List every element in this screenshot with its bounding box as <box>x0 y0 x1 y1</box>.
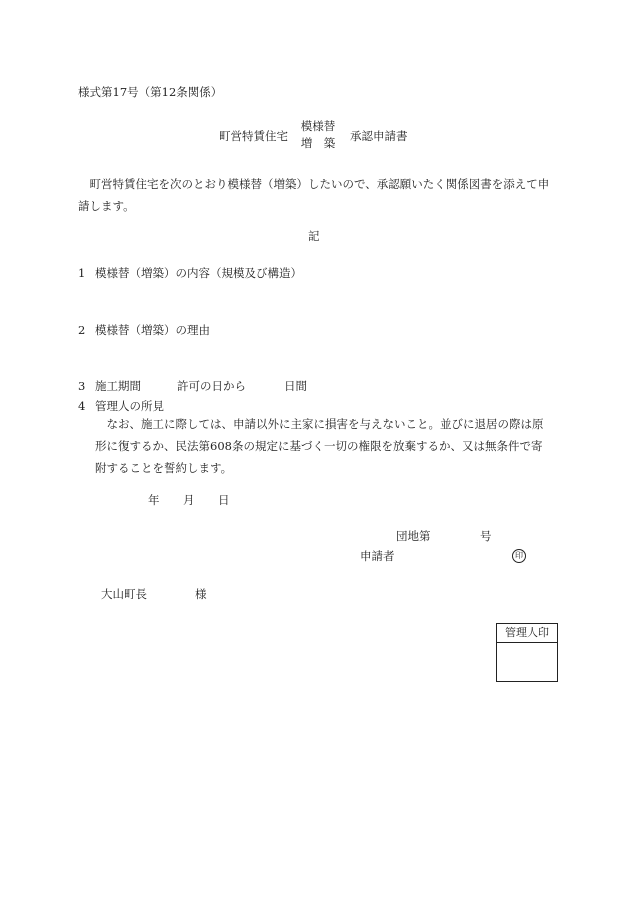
manager-seal-label: 管理人印 <box>497 624 557 643</box>
item-3-days: 日間 <box>284 379 307 393</box>
title-option-remodel: 模様替 <box>300 119 336 133</box>
applicant-label: 申請者 <box>360 549 395 563</box>
item-3-label: 施工期間 <box>95 379 141 393</box>
item-3-number: 3 <box>78 379 86 393</box>
date-month: 月 <box>183 493 195 507</box>
form-number: 様式第17号（第12条関係） <box>78 85 223 99</box>
recipient-name: 大山町長 <box>101 587 147 601</box>
item-1-number: 1 <box>78 266 86 280</box>
title-options <box>296 118 340 152</box>
item-2-number: 2 <box>78 323 86 337</box>
item-4-label: 管理人の所見 <box>95 399 164 413</box>
date-year: 年 <box>148 493 160 507</box>
pledge-paragraph: なお、施工に際しては、申請以外に主家に損害を与えないこと。並びに退居の際は原形に復するか、民法第608条の規定に基づく一切の権限を放棄するか、又は無条件で寄附することを誓約します。 <box>95 417 544 475</box>
manager-seal-box <box>496 623 558 682</box>
date-day: 日 <box>218 493 230 507</box>
item-2-label: 模様替（増築）の理由 <box>95 323 210 337</box>
title-suffix: 承認申請書 <box>350 129 408 143</box>
danchi-label: 団地第 <box>396 529 431 543</box>
recipient-honorific: 様 <box>195 587 207 601</box>
ki-heading: 記 <box>308 229 320 243</box>
title-option-extension: 増 築 <box>300 136 336 150</box>
item-1-label: 模様替（増築）の内容（規模及び構造） <box>95 266 302 280</box>
seal-icon: 印 <box>512 549 526 563</box>
title-prefix: 町営特賃住宅 <box>219 129 288 143</box>
danchi-go: 号 <box>480 529 492 543</box>
item-4-number: 4 <box>78 399 86 413</box>
intro-paragraph: 町営特賃住宅を次のとおり模様替（増築）したいので、承認願いたく関係図書を添えて申請します。 <box>78 177 550 213</box>
manager-seal-area <box>497 643 557 681</box>
item-3-from: 許可の日から <box>177 379 246 393</box>
